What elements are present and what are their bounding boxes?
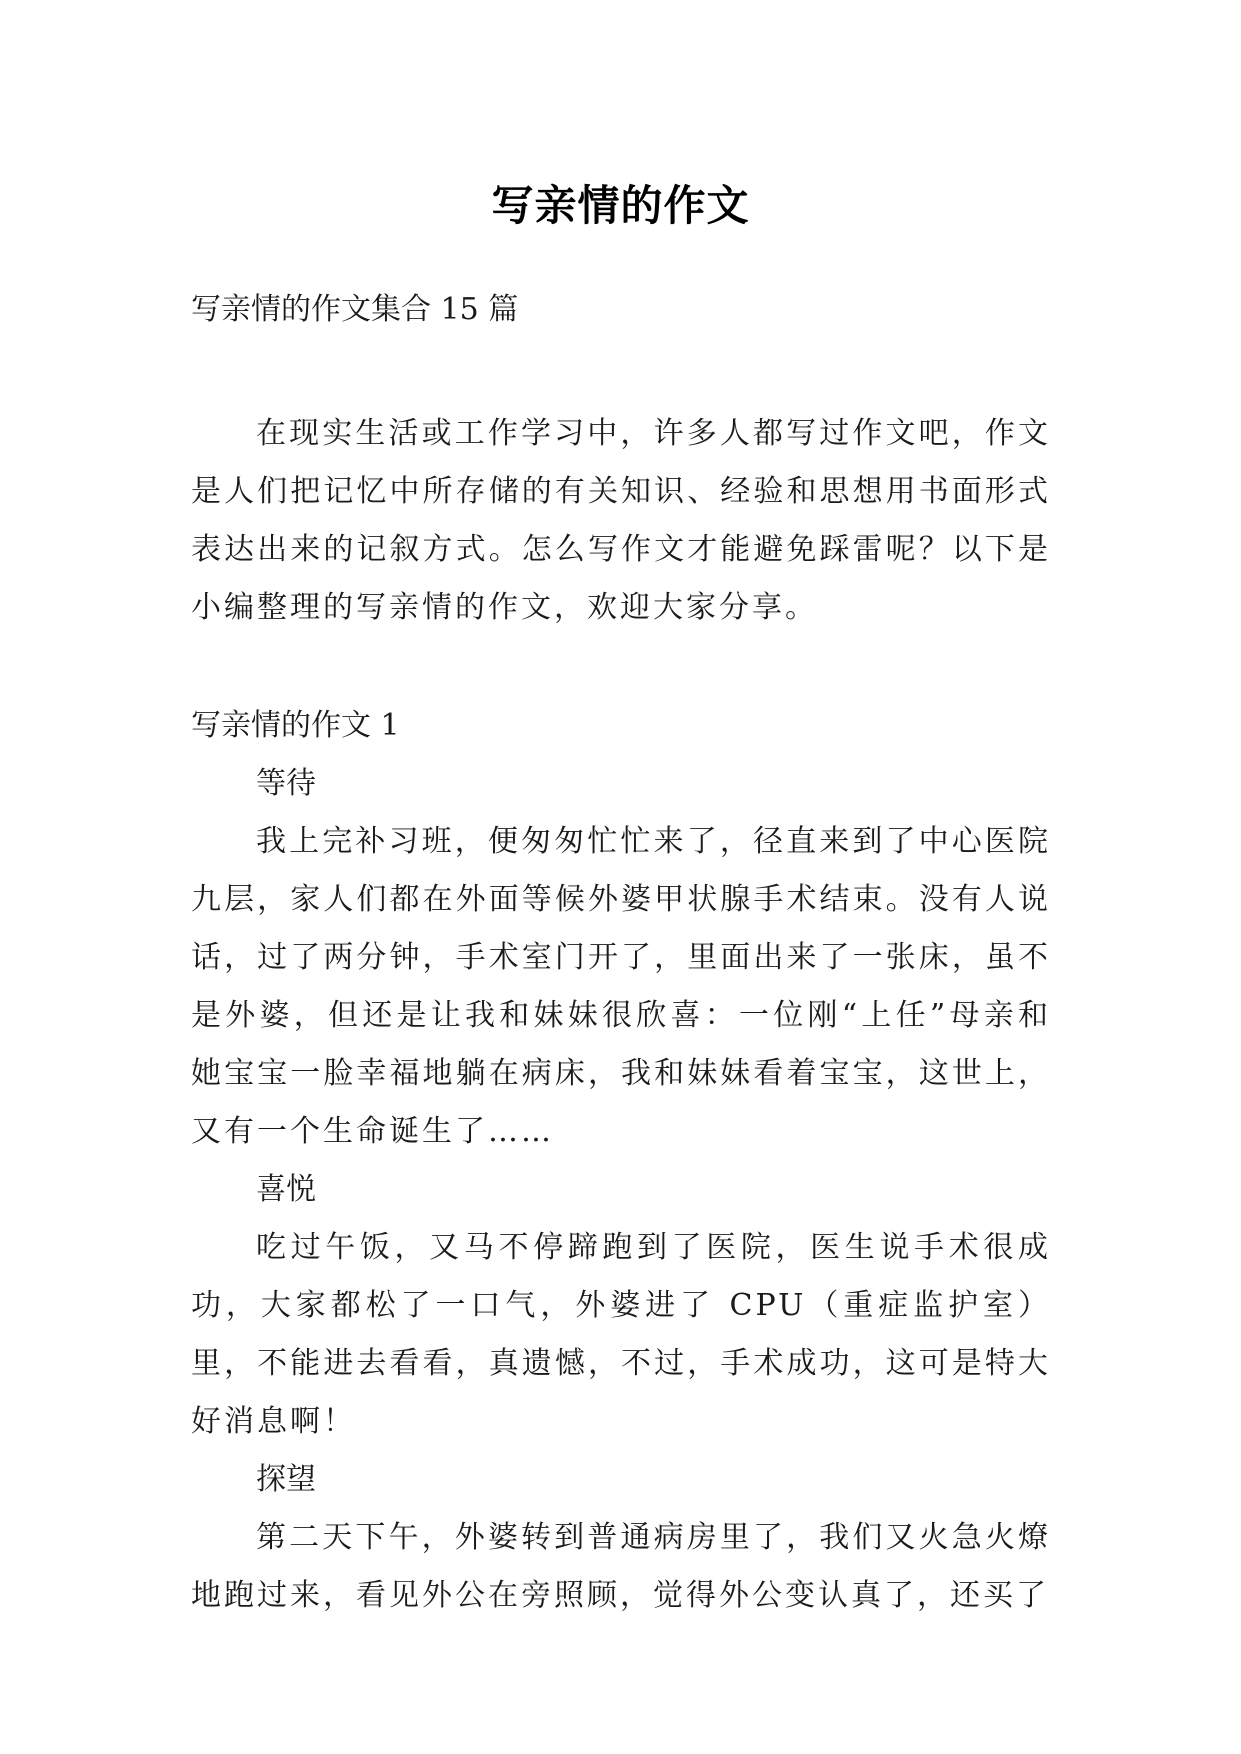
document-subtitle: 写亲情的作文集合 15 篇: [191, 292, 519, 327]
heading-waiting: 等待: [256, 766, 316, 801]
intro-paragraph: 在现实生活或工作学习中，许多人都写过作文吧，作文是人们把记忆中所存储的有关知识、经验和思想用书面形式表达出来的记叙方式。怎么写作文才能避免踩雷呢？以下是小编整理的写亲情的作文，欢迎大家分享。: [191, 416, 1051, 625]
essay-body: [191, 697, 1071, 1625]
paragraph-visit: 第二天下午，外婆转到普通病房里了，我们又火急火燎地跑过来，看见外公在旁照顾，觉得外公变认真了，还买了: [191, 1520, 1051, 1613]
document-title: 写亲情的作文: [491, 181, 750, 231]
essay-section-title: 写亲情的作文 1: [191, 708, 400, 743]
paragraph-joy: 吃过午饭，又马不停蹄跑到了医院，医生说手术很成功，大家都松了一口气，外婆进了 CPU（重症监护室）里，不能进去看看，真遗憾，不过，手术成功，这可是特大好消息啊！: [191, 1230, 1051, 1439]
heading-visit: 探望: [256, 1462, 316, 1497]
heading-joy: 喜悦: [256, 1172, 316, 1207]
paragraph-waiting: 我上完补习班，便匆匆忙忙来了，径直来到了中心医院九层，家人们都在外面等候外婆甲状腺手术结束。没有人说话，过了两分钟，手术室门开了，里面出来了一张床，虽不是外婆，但还是让我和妹妹很欣喜：一位刚“上任”母亲和她宝宝一脸幸福地躺在病床，我和妹妹看着宝宝，这世上，又有一个生命诞生了……: [191, 824, 1051, 1149]
